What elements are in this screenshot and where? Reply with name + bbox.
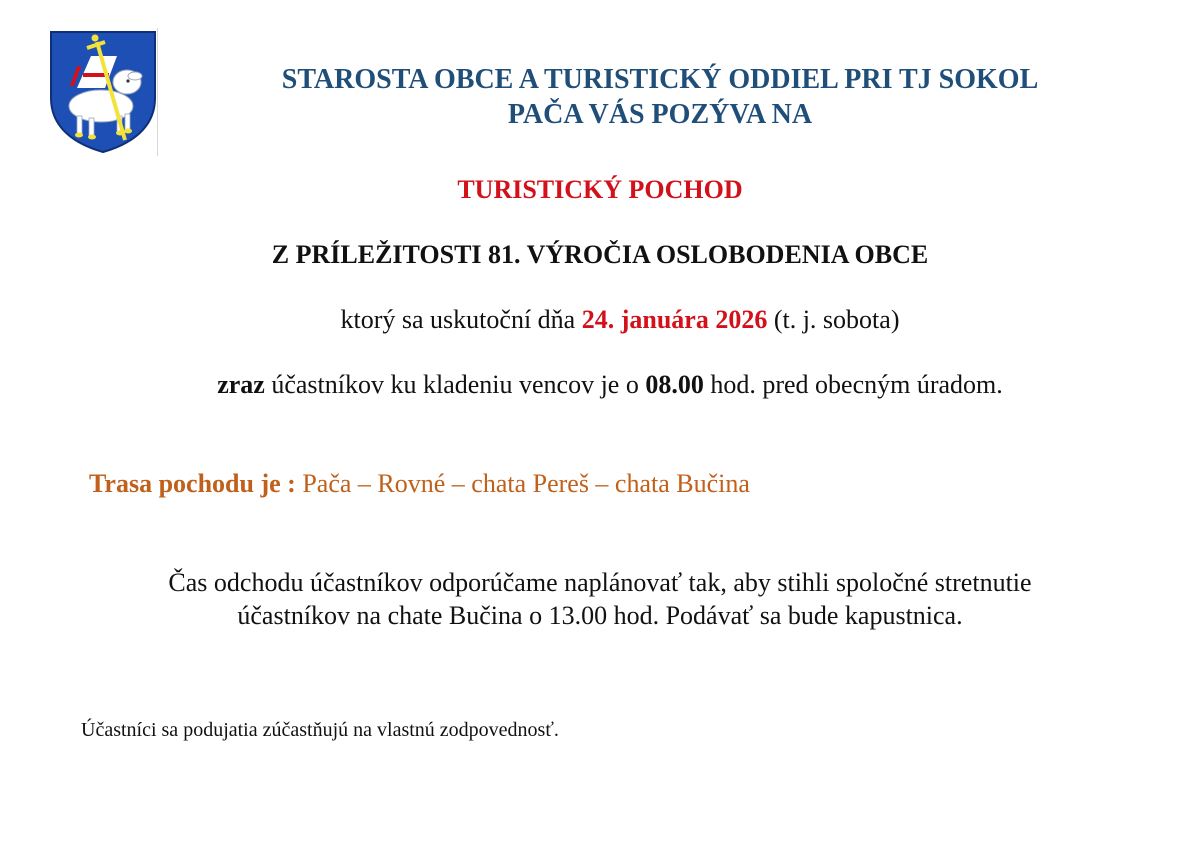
meeting-time: 08.00 — [645, 370, 704, 399]
meeting-location: hod. pred obecným úradom. — [703, 370, 1003, 399]
date-suffix: (t. j. sobota) — [767, 305, 900, 334]
meeting-text: účastníkov ku kladeniu vencov je o — [264, 370, 646, 399]
route-line — [89, 468, 750, 500]
route-stops: Pača – Rovné – chata Pereš – chata Bučina — [302, 469, 750, 498]
date-line — [0, 304, 1200, 336]
advice-line-2: účastníkov na chate Bučina o 13.00 hod. Podávať sa bude kapustnica. — [237, 601, 963, 630]
advice-line-1: Čas odchodu účastníkov odporúčame naplánovať tak, aby stihli spoločné stretnutie — [168, 568, 1032, 597]
event-title: TURISTICKÝ POCHOD — [457, 175, 743, 204]
event-date: 24. januára 2026 — [581, 305, 768, 334]
crest-divider — [157, 28, 158, 156]
advice-paragraph — [0, 566, 1200, 632]
meeting-keyword: zraz — [217, 370, 265, 399]
header-line-1: STAROSTA OBCE A TURISTICKÝ ODDIEL PRI TJ SOKOL — [281, 64, 1039, 95]
meeting-line — [0, 369, 1200, 401]
disclaimer: Účastníci sa podujatia zúčastňujú na vlastnú zodpovednosť. — [81, 719, 559, 741]
header-line-2: PAČA VÁS POZÝVA NA — [507, 99, 813, 130]
occasion-heading: Z PRÍLEŽITOSTI 81. VÝROČIA OSLOBODENIA OBCE — [271, 240, 929, 269]
route-label: Trasa pochodu je : — [89, 469, 303, 498]
coat-of-arms-icon — [47, 28, 159, 154]
date-prefix: ktorý sa uskutoční dňa — [340, 305, 582, 334]
